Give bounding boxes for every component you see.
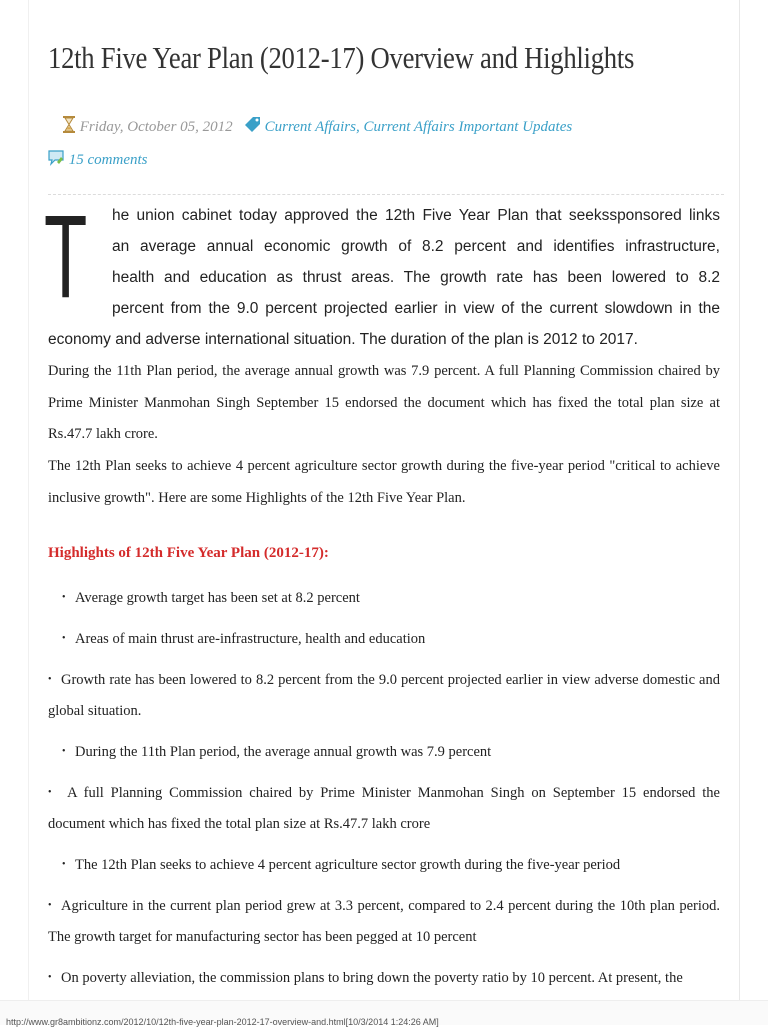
lead-line: percent from the 9.0 percent projected earlier in view of the current slowdown in the (112, 300, 720, 317)
post-date: Friday, October 05, 2012 (79, 119, 233, 135)
lead-line: an average annual economic growth of 8.2 percent and identifies infrastructure, (112, 238, 720, 255)
list-item-text: On poverty alleviation, the commission plans to bring down the poverty ratio by 10 percent. At present, the (61, 970, 683, 986)
list-item-text: Average growth target has been set at 8.2 percent (75, 590, 360, 606)
list-item-text: Areas of main thrust are-infrastructure, health and education (75, 631, 426, 647)
post-comments (48, 149, 148, 171)
page-edge-right (739, 0, 740, 1000)
body-paragraph: The 12th Plan seeks to achieve 4 percent agriculture sector growth during the five-year period "critical to achieve inclusive growth". Here are some Highlights of the 12th Five Year Plan. (48, 458, 720, 506)
bullet-icon: • (48, 674, 52, 685)
body-paragraph: During the 11th Plan period, the average annual growth was 7.9 percent. A full Planning Commission chaired by Prime Minister Manmohan Singh September 15 endorsed the document which has fixed the total plan size at Rs.47.7 lakh crore. (48, 363, 720, 442)
category-link-important-updates[interactable]: Current Affairs Important Updates (363, 119, 573, 135)
list-item-text: A full Planning Commission chaired by Prime Minister Manmohan Singh on September 15 endorsed the document which has fixed the total plan size at Rs.47.7 lakh crore (48, 785, 720, 832)
bullet-icon: • (62, 592, 66, 603)
dropcap-letter: T (44, 191, 88, 323)
post-meta (62, 116, 572, 138)
post-title: 12th Five Year Plan (2012-17) Overview and Highlights (48, 40, 635, 75)
list-item (48, 890, 720, 953)
hourglass-icon (62, 116, 76, 138)
bullet-icon: • (62, 633, 66, 644)
comments-link[interactable]: 15 comments (68, 152, 148, 168)
lead-paragraph (112, 200, 720, 324)
page-edge-left (28, 0, 29, 1000)
lead-paragraph-last-line (48, 324, 720, 355)
highlights-heading: Highlights of 12th Five Year Plan (2012-17): (48, 545, 329, 561)
meta-divider (48, 194, 724, 195)
bullet-icon: • (48, 972, 52, 983)
list-item (48, 582, 720, 614)
list-item-text: Agriculture in the current plan period grew at 3.3 percent, compared to 2.4 percent during the 10th plan period. The growth target for manufacturing sector has been pegged at 10 percent (48, 898, 720, 945)
comment-bubble-icon (48, 149, 65, 171)
list-item (34, 664, 720, 727)
list-item-text: The 12th Plan seeks to achieve 4 percent agriculture sector growth during the five-year period (75, 857, 621, 873)
bullet-icon: • (62, 859, 66, 870)
lead-line: economy and adverse international situation. The duration of the plan is 2012 to 2017. (48, 331, 638, 348)
bullet-icon: • (48, 900, 52, 911)
bullet-icon: • (48, 787, 52, 798)
list-item (48, 623, 720, 655)
bullet-icon: • (62, 746, 66, 757)
list-item (48, 736, 720, 768)
category-link-current-affairs[interactable]: Current Affairs (264, 119, 356, 135)
category-separator: , (355, 119, 364, 135)
lead-line: he union cabinet today approved the 12th Five Year Plan that seekssponsored links (112, 207, 720, 224)
list-item (48, 962, 720, 994)
list-item-text: Growth rate has been lowered to 8.2 percent from the 9.0 percent projected earlier in view adverse domestic and global situation. (48, 672, 720, 719)
list-item (48, 849, 720, 881)
list-item (48, 777, 720, 840)
highlights-list (48, 582, 720, 1003)
tag-icon (244, 116, 261, 138)
footer-url: http://www.gr8ambitionz.com/2012/10/12th-five-year-plan-2012-17-overview-and.html[10/3/2014 1:24:26 AM] (6, 1017, 439, 1027)
lead-line: health and education as thrust areas. The growth rate has been lowered to 8.2 (112, 269, 720, 286)
list-item-text: During the 11th Plan period, the average annual growth was 7.9 percent (75, 744, 492, 760)
